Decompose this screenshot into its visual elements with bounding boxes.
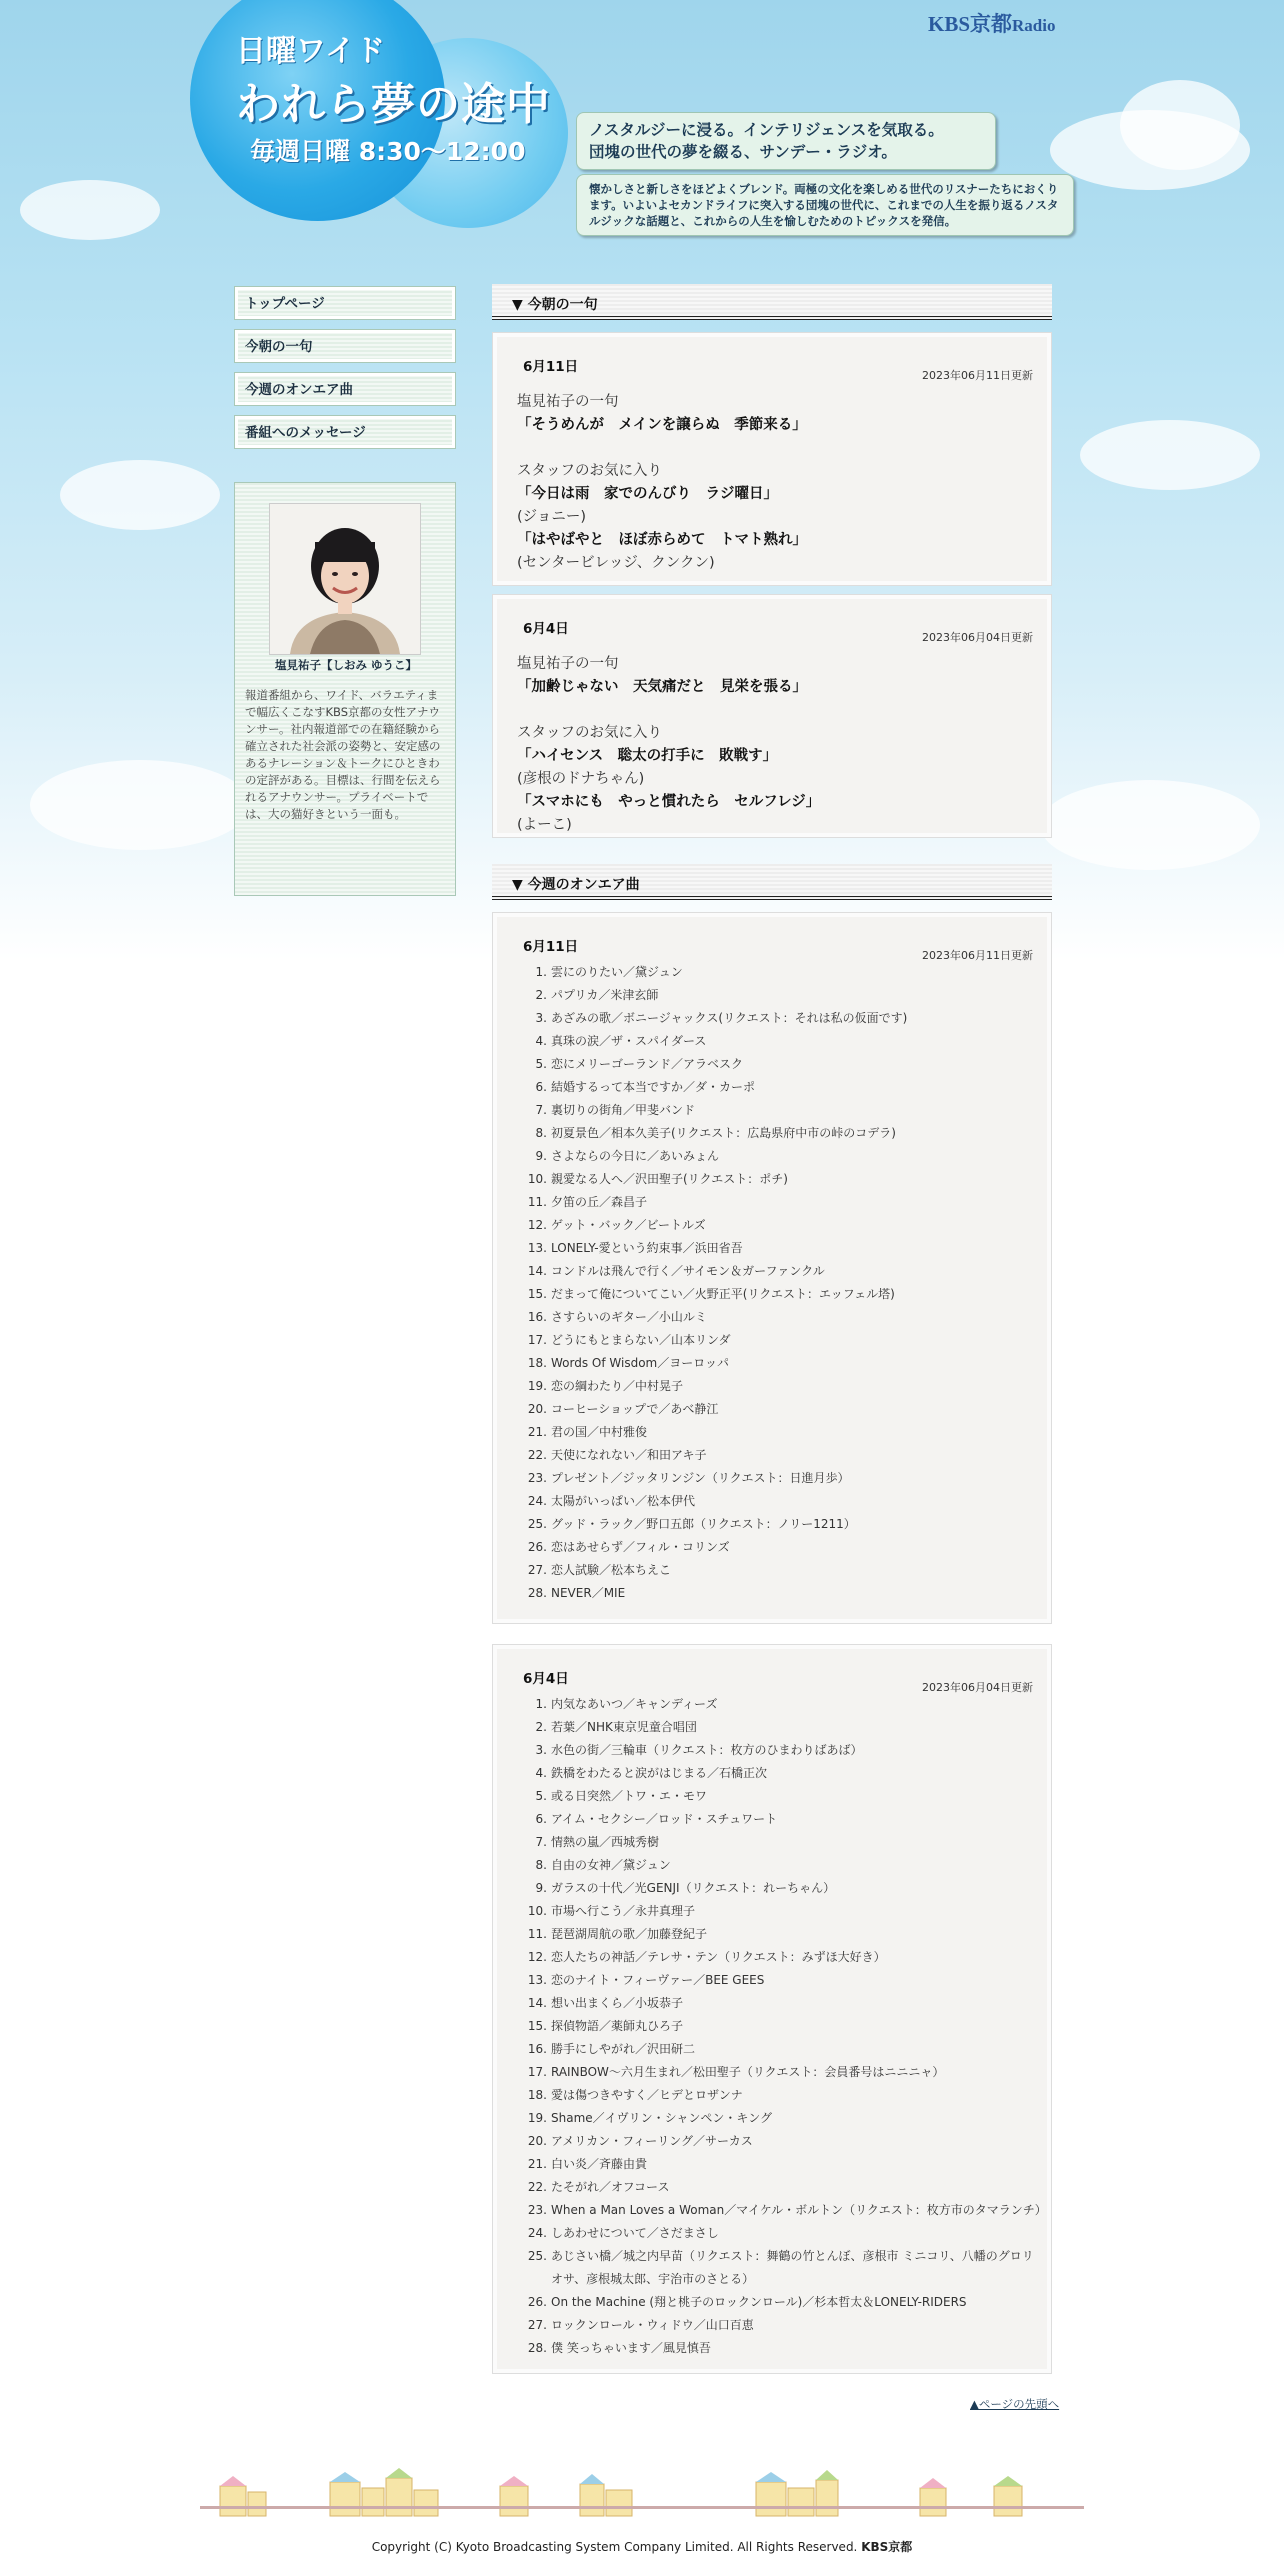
song-number: 19. xyxy=(527,1379,547,1393)
song-title: たそがれ／オフコース xyxy=(551,2180,670,2194)
song-number: 22. xyxy=(527,1448,547,1462)
song-title: 親愛なる人へ／沢田聖子(リクエスト：ポチ) xyxy=(551,1172,788,1186)
song-item xyxy=(527,1992,1041,2015)
song-title: グッド・ラック／野口五郎（リクエスト：ノリー1211） xyxy=(551,1517,856,1531)
song-number: 26. xyxy=(527,1540,547,1554)
haiku-text xyxy=(517,391,807,575)
song-title: あじさい橋／城之内早苗（リクエスト：舞鶴の竹とんぼ、彦根市 ミニコリ、八幡のグロリオサ、彦根城太郎、宇治市のさとる） xyxy=(551,2249,1034,2286)
entry-date: 6月11日 xyxy=(523,359,579,375)
song-number: 7. xyxy=(535,1103,547,1117)
song-item xyxy=(527,2061,1041,2084)
song-number: 1. xyxy=(535,1697,547,1711)
song-title: ロックンロール・ウィドウ／山口百恵 xyxy=(551,2318,754,2332)
song-title: プレゼント／ジッタリンジン（リクエスト：日進月歩） xyxy=(551,1471,850,1485)
song-item xyxy=(535,1076,1041,1099)
song-item xyxy=(527,1900,1041,1923)
haiku-entry xyxy=(492,332,1052,586)
song-number: 10. xyxy=(527,1172,547,1186)
song-number: 4. xyxy=(535,1034,547,1048)
song-number: 20. xyxy=(527,2134,547,2148)
song-item xyxy=(527,1260,1041,1283)
song-item xyxy=(535,1762,1041,1785)
nav-onair-songs[interactable]: 今週のオンエア曲 xyxy=(234,372,456,406)
song-number: 2. xyxy=(535,988,547,1002)
page-wrapper xyxy=(200,0,1084,2568)
entry-date: 6月11日 xyxy=(523,939,579,955)
song-title: ガラスの十代／光GENJI（リクエスト：れーちゃん） xyxy=(551,1881,836,1895)
song-item xyxy=(527,2314,1041,2337)
song-number: 12. xyxy=(527,1950,547,1964)
song-item xyxy=(527,1375,1041,1398)
song-item xyxy=(535,984,1041,1007)
song-title: 恋にメリーゴーランド／アラベスク xyxy=(551,1057,744,1071)
haiku-line: (センタービレッジ、クンクン) xyxy=(517,555,715,571)
song-item xyxy=(527,1536,1041,1559)
song-number: 14. xyxy=(527,1264,547,1278)
song-title: 探偵物語／薬師丸ひろ子 xyxy=(551,2019,684,2033)
song-item xyxy=(527,2222,1041,2245)
song-item xyxy=(527,1283,1041,1306)
song-item xyxy=(527,1923,1041,1946)
song-title: 自由の女神／黛ジュン xyxy=(551,1858,671,1872)
song-number: 26. xyxy=(527,2295,547,2309)
song-number: 21. xyxy=(527,2157,547,2171)
song-item xyxy=(527,2130,1041,2153)
haiku-line: (よーこ) xyxy=(517,817,572,833)
song-list xyxy=(527,1693,1047,2360)
song-number: 25. xyxy=(527,2249,547,2263)
song-number: 14. xyxy=(527,1996,547,2010)
song-number: 28. xyxy=(527,2341,547,2355)
song-number: 8. xyxy=(535,1126,547,1140)
song-item xyxy=(535,1877,1041,1900)
song-item xyxy=(527,1559,1041,1582)
song-number: 3. xyxy=(535,1011,547,1025)
song-number: 15. xyxy=(527,1287,547,1301)
program-description: 懐かしさと新しさをほどよくブレンド。両極の文化を楽しめる世代のリスナーたちにおくります。いよいよセカンドライフに突入する団塊の世代に、これまでの人生を振り返るノスタルジックな話題と、これからの人生を愉しむためのトピックスを発信。 xyxy=(576,174,1074,236)
song-item xyxy=(527,1946,1041,1969)
nav-top[interactable]: トップページ xyxy=(234,286,456,320)
song-number: 8. xyxy=(535,1858,547,1872)
song-number: 25. xyxy=(527,1517,547,1531)
program-subtitle: 日曜ワイド xyxy=(236,34,386,69)
song-item xyxy=(527,1513,1041,1536)
song-item xyxy=(535,1145,1041,1168)
song-number: 16. xyxy=(527,1310,547,1324)
song-list xyxy=(527,961,1041,1605)
song-title: 太陽がいっぱい／松本伊代 xyxy=(551,1494,696,1508)
song-item xyxy=(527,1467,1041,1490)
song-number: 1. xyxy=(535,965,547,979)
song-item xyxy=(527,2176,1041,2199)
song-number: 12. xyxy=(527,1218,547,1232)
song-number: 24. xyxy=(527,2226,547,2240)
song-number: 13. xyxy=(527,1241,547,1255)
song-number: 7. xyxy=(535,1835,547,1849)
song-number: 17. xyxy=(527,1333,547,1347)
updated-date: 2023年06月11日更新 xyxy=(922,369,1033,382)
song-number: 21. xyxy=(527,1425,547,1439)
song-number: 11. xyxy=(527,1927,547,1941)
song-title: あざみの歌／ボニージャックス(リクエスト：それは私の仮面です) xyxy=(551,1011,908,1025)
song-item xyxy=(535,1716,1041,1739)
song-item xyxy=(535,1030,1041,1053)
song-title: 恋の綱わたり／中村晃子 xyxy=(551,1379,684,1393)
haiku-line: 「ハイセンス 聡太の打手に 敗戦す」 xyxy=(517,748,778,764)
song-item xyxy=(535,1693,1041,1716)
song-number: 11. xyxy=(527,1195,547,1209)
copyright: Copyright (C) Kyoto Broadcasting System Company Limited. All Rights Reserved. KBS京都 xyxy=(371,2540,913,2554)
song-number: 13. xyxy=(527,1973,547,1987)
song-title: 僕 笑っちゃいます／風見慎吾 xyxy=(551,2341,711,2355)
song-number: 22. xyxy=(527,2180,547,2194)
song-title: さよならの今日に／あいみょん xyxy=(551,1149,720,1163)
song-number: 28. xyxy=(527,1586,547,1600)
entry-date: 6月4日 xyxy=(523,1671,569,1687)
song-title: ゲット・バック／ビートルズ xyxy=(551,1218,706,1232)
haiku-line: 「そうめんが メインを譲らぬ 季節来る」 xyxy=(517,417,807,433)
haiku-line: (ジョニー) xyxy=(517,509,587,525)
song-number: 6. xyxy=(535,1812,547,1826)
song-title: 君の国／中村雅俊 xyxy=(551,1425,648,1439)
song-title: 勝手にしやがれ／沢田研二 xyxy=(551,2042,696,2056)
town-illustration xyxy=(200,2468,1084,2518)
song-number: 3. xyxy=(535,1743,547,1757)
host-photo xyxy=(269,503,421,655)
haiku-line: 「スマホにも やっと慣れたら セルフレジ」 xyxy=(517,794,821,810)
haiku-line: 「今日は雨 家でのんびり ラジ曜日」 xyxy=(517,486,778,502)
song-title: 若葉／NHK東京児童合唱団 xyxy=(551,1720,697,1734)
song-number: 9. xyxy=(535,1881,547,1895)
song-item xyxy=(527,1421,1041,1444)
song-item xyxy=(527,1329,1041,1352)
song-title: 結婚するって本当ですか／ダ・カーポ xyxy=(551,1080,756,1094)
profile-box xyxy=(234,482,456,896)
haiku-line: (彦根のドナちゃん) xyxy=(517,771,645,787)
song-title: RAINBOW～六月生まれ／松田聖子（リクエスト：会員番号はニニニャ） xyxy=(551,2065,945,2079)
song-title: 雲にのりたい／黛ジュン xyxy=(551,965,683,979)
songs-entry xyxy=(492,912,1052,1624)
nav-haiku[interactable]: 今朝の一句 xyxy=(234,329,456,363)
song-title: 恋はあせらず／フィル・コリンズ xyxy=(551,1540,730,1554)
sidebar-nav xyxy=(234,286,456,458)
song-title: 夕笛の丘／森昌子 xyxy=(551,1195,648,1209)
song-title: Shame／イヴリン・シャンペン・キング xyxy=(551,2111,773,2125)
song-item xyxy=(527,2038,1041,2061)
updated-date: 2023年06月11日更新 xyxy=(922,949,1033,962)
page-top-link[interactable]: ▲ページの先頭へ xyxy=(970,2397,1060,2411)
song-number: 24. xyxy=(527,1494,547,1508)
program-time: 毎週日曜 8:30〜12:00 xyxy=(250,137,526,166)
song-title: アメリカン・フィーリング／サーカス xyxy=(551,2134,753,2148)
song-item xyxy=(527,1237,1041,1260)
song-item xyxy=(527,1191,1041,1214)
song-title: パプリカ／米津玄師 xyxy=(551,988,659,1002)
song-title: 恋人たちの神話／テレサ・テン（リクエスト：みずほ大好き） xyxy=(551,1950,886,1964)
song-title: 初夏景色／相本久美子(リクエスト：広島県府中市の峠のコデラ) xyxy=(551,1126,896,1140)
song-title: 愛は傷つきやすく／ヒデとロザンナ xyxy=(551,2088,743,2102)
song-title: アイム・セクシー／ロッド・スチュワート xyxy=(551,1812,778,1826)
haiku-text xyxy=(517,653,820,837)
song-item xyxy=(527,2015,1041,2038)
song-item xyxy=(535,1007,1041,1030)
song-number: 23. xyxy=(527,2203,547,2217)
song-item xyxy=(527,2337,1041,2360)
song-title: When a Man Loves a Woman／マイケル・ボルトン（リクエスト：枚方市のタマランチ） xyxy=(551,2203,1047,2217)
host-bio: 報道番組から、ワイド、バラエティまで幅広くこなすKBS京都の女性アナウンサー。社内報道部での在籍経験から確立された社会派の姿勢と、安定感のあるナレーション＆トークにひときわの定評がある。目標は、行間を伝えられるアナウンサー。プライベートでは、大の猫好きという一面も。 xyxy=(245,688,441,821)
host-name: 塩見祐子【しおみ ゆうこ】 xyxy=(274,658,417,672)
song-title: どうにもとまらない／山本リンダ xyxy=(551,1333,731,1347)
song-number: 18. xyxy=(527,1356,547,1370)
song-title: だまって俺についてこい／火野正平(リクエスト：エッフェル塔) xyxy=(551,1287,895,1301)
song-item xyxy=(527,1306,1041,1329)
song-number: 19. xyxy=(527,2111,547,2125)
song-title: 或る日突然／トワ・エ・モワ xyxy=(551,1789,708,1803)
song-number: 16. xyxy=(527,2042,547,2056)
nav-message[interactable]: 番組へのメッセージ xyxy=(234,415,456,449)
haiku-entry xyxy=(492,594,1052,838)
updated-date: 2023年06月04日更新 xyxy=(922,631,1033,644)
song-number: 18. xyxy=(527,2088,547,2102)
song-item xyxy=(527,1490,1041,1513)
song-title: 情熱の嵐／西城秀樹 xyxy=(551,1835,660,1849)
haiku-section-heading: ▼ 今朝の一句 xyxy=(492,284,1052,320)
song-number: 17. xyxy=(527,2065,547,2079)
song-item xyxy=(527,2199,1047,2222)
song-number: 27. xyxy=(527,1563,547,1577)
updated-date: 2023年06月04日更新 xyxy=(922,1681,1033,1694)
song-title: NEVER／MIE xyxy=(551,1586,626,1600)
song-title: 鉄橋をわたると涙がはじまる／石橋正次 xyxy=(551,1766,768,1780)
song-number: 10. xyxy=(527,1904,547,1918)
program-title: われら夢の途中 xyxy=(236,79,551,130)
song-number: 2. xyxy=(535,1720,547,1734)
song-item xyxy=(535,1808,1041,1831)
haiku-line: 塩見祐子の一句 xyxy=(517,394,619,410)
song-number: 20. xyxy=(527,1402,547,1416)
song-title: 裏切りの街角／甲斐バンド xyxy=(551,1103,696,1117)
ground-line xyxy=(200,2506,1084,2509)
song-title: 市場へ行こう／永井真理子 xyxy=(551,1904,696,1918)
song-item xyxy=(527,2153,1041,2176)
song-title: Words Of Wisdom／ヨーロッパ xyxy=(551,1356,729,1370)
song-item xyxy=(527,1352,1041,1375)
song-item xyxy=(527,1398,1041,1421)
song-item xyxy=(527,1582,1041,1605)
song-title: さすらいのギター／小山ルミ xyxy=(551,1310,707,1324)
haiku-line: 「加齢じゃない 天気痛だと 見栄を張る」 xyxy=(517,679,807,695)
haiku-line: 塩見祐子の一句 xyxy=(517,656,619,672)
haiku-line: スタッフのお気に入り xyxy=(517,725,662,741)
song-title: 琵琶湖周航の歌／加藤登紀子 xyxy=(551,1927,708,1941)
songs-section-heading: ▼ 今週のオンエア曲 xyxy=(492,864,1052,900)
song-number: 6. xyxy=(535,1080,547,1094)
song-number: 23. xyxy=(527,1471,547,1485)
song-item xyxy=(527,2084,1041,2107)
song-item xyxy=(535,1053,1041,1076)
songs-entry xyxy=(492,1644,1052,2374)
song-number: 15. xyxy=(527,2019,547,2033)
song-title: 内気なあいつ／キャンディーズ xyxy=(551,1697,718,1711)
catch-copy: ノスタルジーに浸る。インテリジェンスを気取る。 団塊の世代の夢を綴る、サンデー・ラジオ。 xyxy=(576,112,996,170)
song-item xyxy=(535,1099,1041,1122)
song-item xyxy=(527,1168,1041,1191)
song-title: コーヒーショップで／あべ静江 xyxy=(551,1402,719,1416)
entry-date: 6月4日 xyxy=(523,621,569,637)
haiku-line xyxy=(517,699,820,722)
song-item xyxy=(527,2107,1041,2130)
song-item xyxy=(527,1969,1041,1992)
haiku-line: スタッフのお気に入り xyxy=(517,463,662,479)
song-title: しあわせについて／さだまさし xyxy=(551,2226,719,2240)
song-title: On the Machine (翔と桃子のロックンロール)／杉本哲太＆LONELY-RIDERS xyxy=(551,2295,967,2309)
song-title: 真珠の涙／ザ・スパイダース xyxy=(551,1034,707,1048)
song-title: 想い出まくら／小坂恭子 xyxy=(551,1996,684,2010)
song-title: 天使になれない／和田アキ子 xyxy=(551,1448,707,1462)
haiku-line: 「はやばやと ほぼ赤らめて トマト熟れ」 xyxy=(517,532,807,548)
song-item xyxy=(527,1444,1041,1467)
song-title: 水色の街／三輪車（リクエスト：枚方のひまわりばあば） xyxy=(551,1743,863,1757)
song-number: 5. xyxy=(535,1057,547,1071)
haiku-line xyxy=(517,437,807,460)
kbs-logo[interactable]: KBS京都Radio xyxy=(928,12,1056,36)
song-item xyxy=(535,1854,1041,1877)
song-title: 恋人試験／松本ちえこ xyxy=(551,1563,672,1577)
song-title: 恋のナイト・フィーヴァー／BEE GEES xyxy=(551,1973,765,1987)
song-item xyxy=(535,1739,1041,1762)
song-item xyxy=(527,2245,1041,2291)
song-number: 9. xyxy=(535,1149,547,1163)
song-number: 5. xyxy=(535,1789,547,1803)
song-item xyxy=(527,1214,1041,1237)
song-title: LONELY-愛という約束事／浜田省吾 xyxy=(551,1241,743,1255)
song-item xyxy=(535,1122,1041,1145)
song-number: 4. xyxy=(535,1766,547,1780)
song-item xyxy=(535,1831,1041,1854)
song-item xyxy=(527,2291,1041,2314)
song-item xyxy=(535,1785,1041,1808)
song-title: 白い炎／斉藤由貴 xyxy=(551,2157,648,2171)
song-item xyxy=(535,961,1041,984)
song-number: 27. xyxy=(527,2318,547,2332)
song-title: コンドルは飛んで行く／サイモン＆ガーファンクル xyxy=(551,1264,825,1278)
